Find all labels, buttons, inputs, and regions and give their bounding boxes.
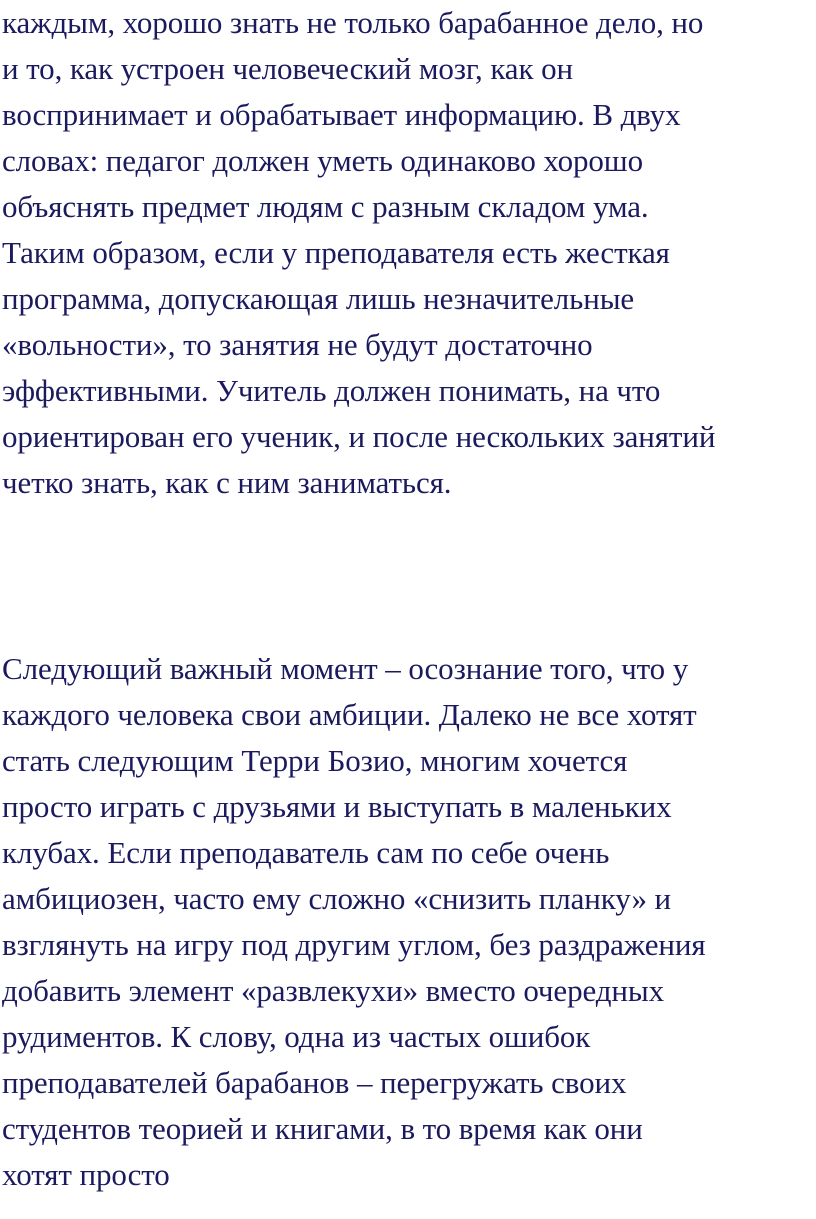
text-line: Таким образом, если у преподавателя есть жесткая	[2, 235, 670, 270]
text-line: хотят просто	[2, 1157, 170, 1192]
text-line: Следующий важный момент – осознание того, что у	[2, 651, 689, 686]
text-line: воспринимает и обрабатывает информацию. В двух	[2, 97, 681, 132]
text-line: каждого человека свои амбиции. Далеко не все хотят	[2, 697, 697, 732]
text-line: четко знать, как с ним заниматься.	[2, 465, 452, 500]
paragraph-2	[2, 646, 814, 1198]
text-line: рудиментов. К слову, одна из частых ошибок	[2, 1019, 591, 1054]
text-line: каждым, хорошо знать не только барабанное дело, но	[2, 5, 704, 40]
text-line: просто играть с друзьями и выступать в маленьких	[2, 789, 672, 824]
text-line: взглянуть на игру под другим углом, без раздражения	[2, 927, 706, 962]
paragraph-1	[2, 0, 814, 506]
text-line: объяснять предмет людям с разным складом ума.	[2, 189, 649, 224]
text-line: словах: педагог должен уметь одинаково хорошо	[2, 143, 643, 178]
text-line: ориентирован его ученик, и после нескольких занятий	[2, 419, 716, 454]
text-line: амбициозен, часто ему сложно «снизить планку» и	[2, 881, 672, 916]
text-line: стать следующим Терри Бозио, многим хочется	[2, 743, 628, 778]
text-line: «вольности», то занятия не будут достаточно	[2, 327, 593, 362]
text-line: эффективными. Учитель должен понимать, на что	[2, 373, 661, 408]
text-line: преподавателей барабанов – перегружать своих	[2, 1065, 627, 1100]
text-line: программа, допускающая лишь незначительные	[2, 281, 635, 316]
text-line: студентов теорией и книгами, в то время как они	[2, 1111, 643, 1146]
text-line: и то, как устроен человеческий мозг, как он	[2, 51, 573, 86]
text-line: добавить элемент «развлекухи» вместо очередных	[2, 973, 665, 1008]
text-line: клубах. Если преподаватель сам по себе очень	[2, 835, 610, 870]
